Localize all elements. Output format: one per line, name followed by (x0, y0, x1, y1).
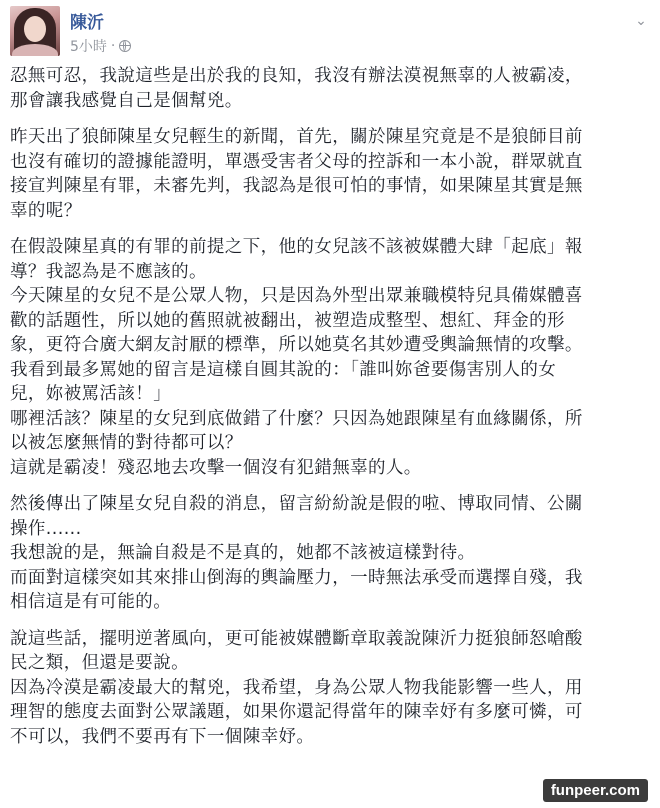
watermark-logo: funpeer.com (543, 779, 648, 802)
post-timestamp[interactable]: 5小時 (70, 39, 107, 55)
post-text-line: 我看到最多罵她的留言是這樣自圓其說的：「誰叫妳爸要傷害別人的女 (10, 359, 557, 380)
post-paragraph (10, 627, 650, 750)
post-text-line: 民之類，但還是要說。 (10, 653, 189, 673)
author-name[interactable]: 陳沂 (70, 13, 104, 33)
post-text-line: 在假設陳星真的有罪的前提之下，他的女兒該不該被媒體大肆「起底」報 (10, 237, 583, 257)
post-text-line: 說這些話，擺明逆著風向，更可能被媒體斷章取義說陳沂力挺狼師怒嗆酸 (10, 628, 583, 649)
post-text-line: 因為冷漠是霸凌最大的幫兇，我希望，身為公眾人物我能影響一些人，用 (10, 677, 583, 698)
post-text-line: 而面對這樣突如其來排山倒海的輿論壓力，一時無法承受而選擇自殘，我 (10, 567, 583, 588)
avatar-face (24, 16, 46, 42)
post-text-line: 那會讓我感覺自己是個幫兇。 (10, 90, 243, 111)
post-text-line: 今天陳星的女兒不是公眾人物，只是因為外型出眾兼職模特兒具備媒體喜 (10, 286, 583, 306)
post-text-line: 然後傳出了陳星女兒自殺的消息，留言紛紛說是假的啦、博取同情、公關 (10, 494, 583, 514)
post-text-line: 不可以，我們不要再有下一個陳幸妤。 (10, 726, 315, 747)
globe-icon[interactable] (119, 40, 131, 52)
post-paragraph (10, 235, 650, 480)
avatar[interactable] (10, 6, 60, 56)
post-text-line: 我想說的是，無論自殺是不是真的，她都不該被這樣對待。 (10, 543, 476, 563)
post-text-line: 導？我認為是不應該的。 (10, 261, 207, 282)
post-text-line: 辜的呢？ (10, 200, 82, 221)
post-text-line: 理智的態度去面對公眾議題，如果你還記得當年的陳幸妤有多麼可憐，可 (10, 702, 583, 722)
post-text-line: 操作...... (10, 518, 82, 539)
post-meta (70, 36, 131, 56)
post-header (10, 6, 650, 58)
post-text-line: 以被怎麼無情的對待都可以？ (10, 433, 243, 453)
post-paragraph (10, 64, 650, 113)
post-text-line: 相信這是有可能的。 (10, 592, 172, 612)
post-paragraph (10, 125, 650, 223)
post-text-line: 兒，妳被罵活該！」 (10, 384, 172, 404)
post-text-line: 這就是霸凌！殘忍地去攻擊一個沒有犯錯無辜的人。 (10, 457, 422, 478)
post-text-line: 象，更符合廣大網友討厭的標準，所以她莫名其妙遭受輿論無情的攻擊。 (10, 335, 583, 355)
meta-separator: · (110, 38, 116, 54)
post-text-line: 接宣判陳星有罪，未審先判，我認為是很可怕的事情，如果陳星其實是無 (10, 176, 583, 196)
post-text-line: 歡的話題性，所以她的舊照就被翻出，被塑造成整型、想紅、拜金的形 (10, 310, 565, 331)
post-body (10, 64, 650, 761)
post-text-line: 哪裡活該？陳星的女兒到底做錯了什麼？只因為她跟陳星有血緣關係，所 (10, 408, 583, 429)
post-text-line: 昨天出了狼師陳星女兒輕生的新聞，首先，關於陳星究竟是不是狼師目前 (10, 127, 583, 147)
chevron-down-icon[interactable]: ⌄ (635, 13, 647, 29)
post-paragraph (10, 492, 650, 615)
post-text-line: 也沒有確切的證據能證明，單憑受害者父母的控訴和一本小說，群眾就直 (10, 151, 583, 172)
post-text-line: 忍無可忍，我說這些是出於我的良知，我沒有辦法漠視無辜的人被霸凌， (10, 66, 583, 86)
